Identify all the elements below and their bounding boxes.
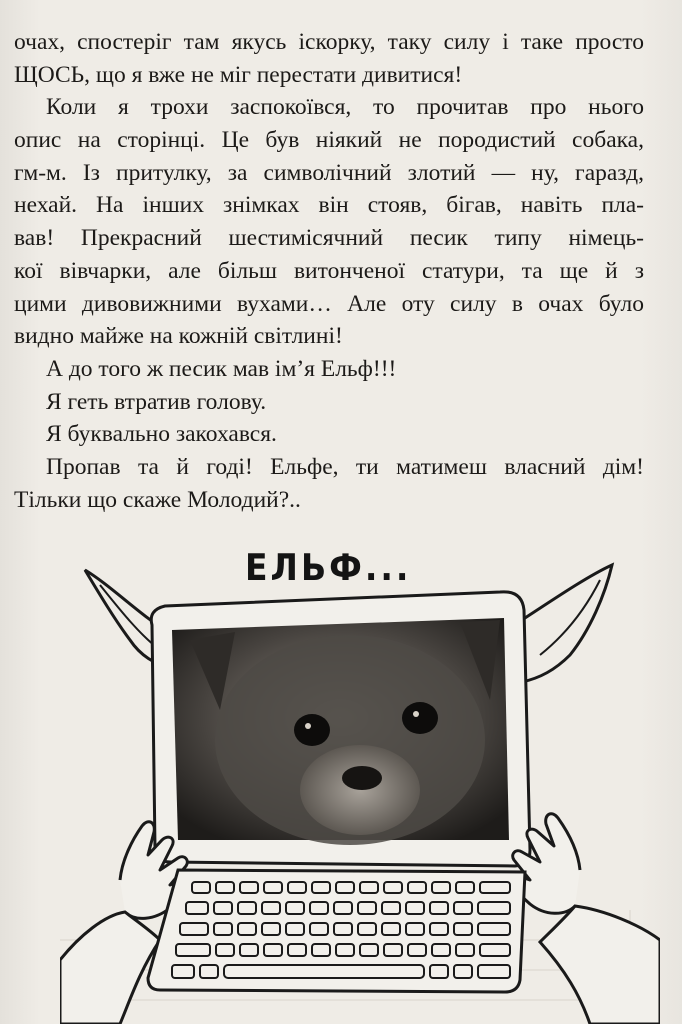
- body-text: [14, 26, 644, 516]
- text-line: Пропав та й годі! Ельфе, ти матимеш власний дім!: [46, 453, 644, 480]
- text-line: Я буквально закохався.: [46, 421, 277, 448]
- text-line: цими дивовижними вухами… Але оту силу в очах було: [14, 290, 644, 317]
- text-line: ЩОСЬ, що я вже не міг перестати дивитися!: [14, 61, 463, 88]
- illustration-caption: ЕЛЬФ...: [245, 546, 412, 589]
- text-line: видно майже на кожній світлині!: [14, 323, 343, 350]
- text-line: Коли я трохи заспокоївся, то прочитав про нього: [46, 94, 644, 121]
- text-line: очах, спостеріг там якусь іскорку, таку силу і таке просто: [14, 29, 644, 55]
- text-line: вав! Прекрасний шестимісячний песик типу німець-: [14, 225, 644, 252]
- text-line: нехай. На інших знімках він стояв, бігав, навіть пла-: [14, 192, 644, 219]
- text-line: гм-м. Із притулку, за символічний злотий — ну, гаразд,: [14, 159, 644, 186]
- elf-laptop-illustration: [60, 540, 660, 1024]
- text-line: Тільки що скаже Молодий?..: [14, 486, 301, 513]
- text-line: опис на сторінці. Це був ніякий не породистий собака,: [14, 127, 644, 154]
- text-line: А до того ж песик мав ім’я Ельф!!!: [46, 355, 397, 382]
- text-line: Я геть втратив голову.: [46, 388, 267, 415]
- dog-photo: [172, 618, 509, 845]
- text-line: кої вівчарки, але більш витонченої статури, та ще й з: [14, 257, 644, 284]
